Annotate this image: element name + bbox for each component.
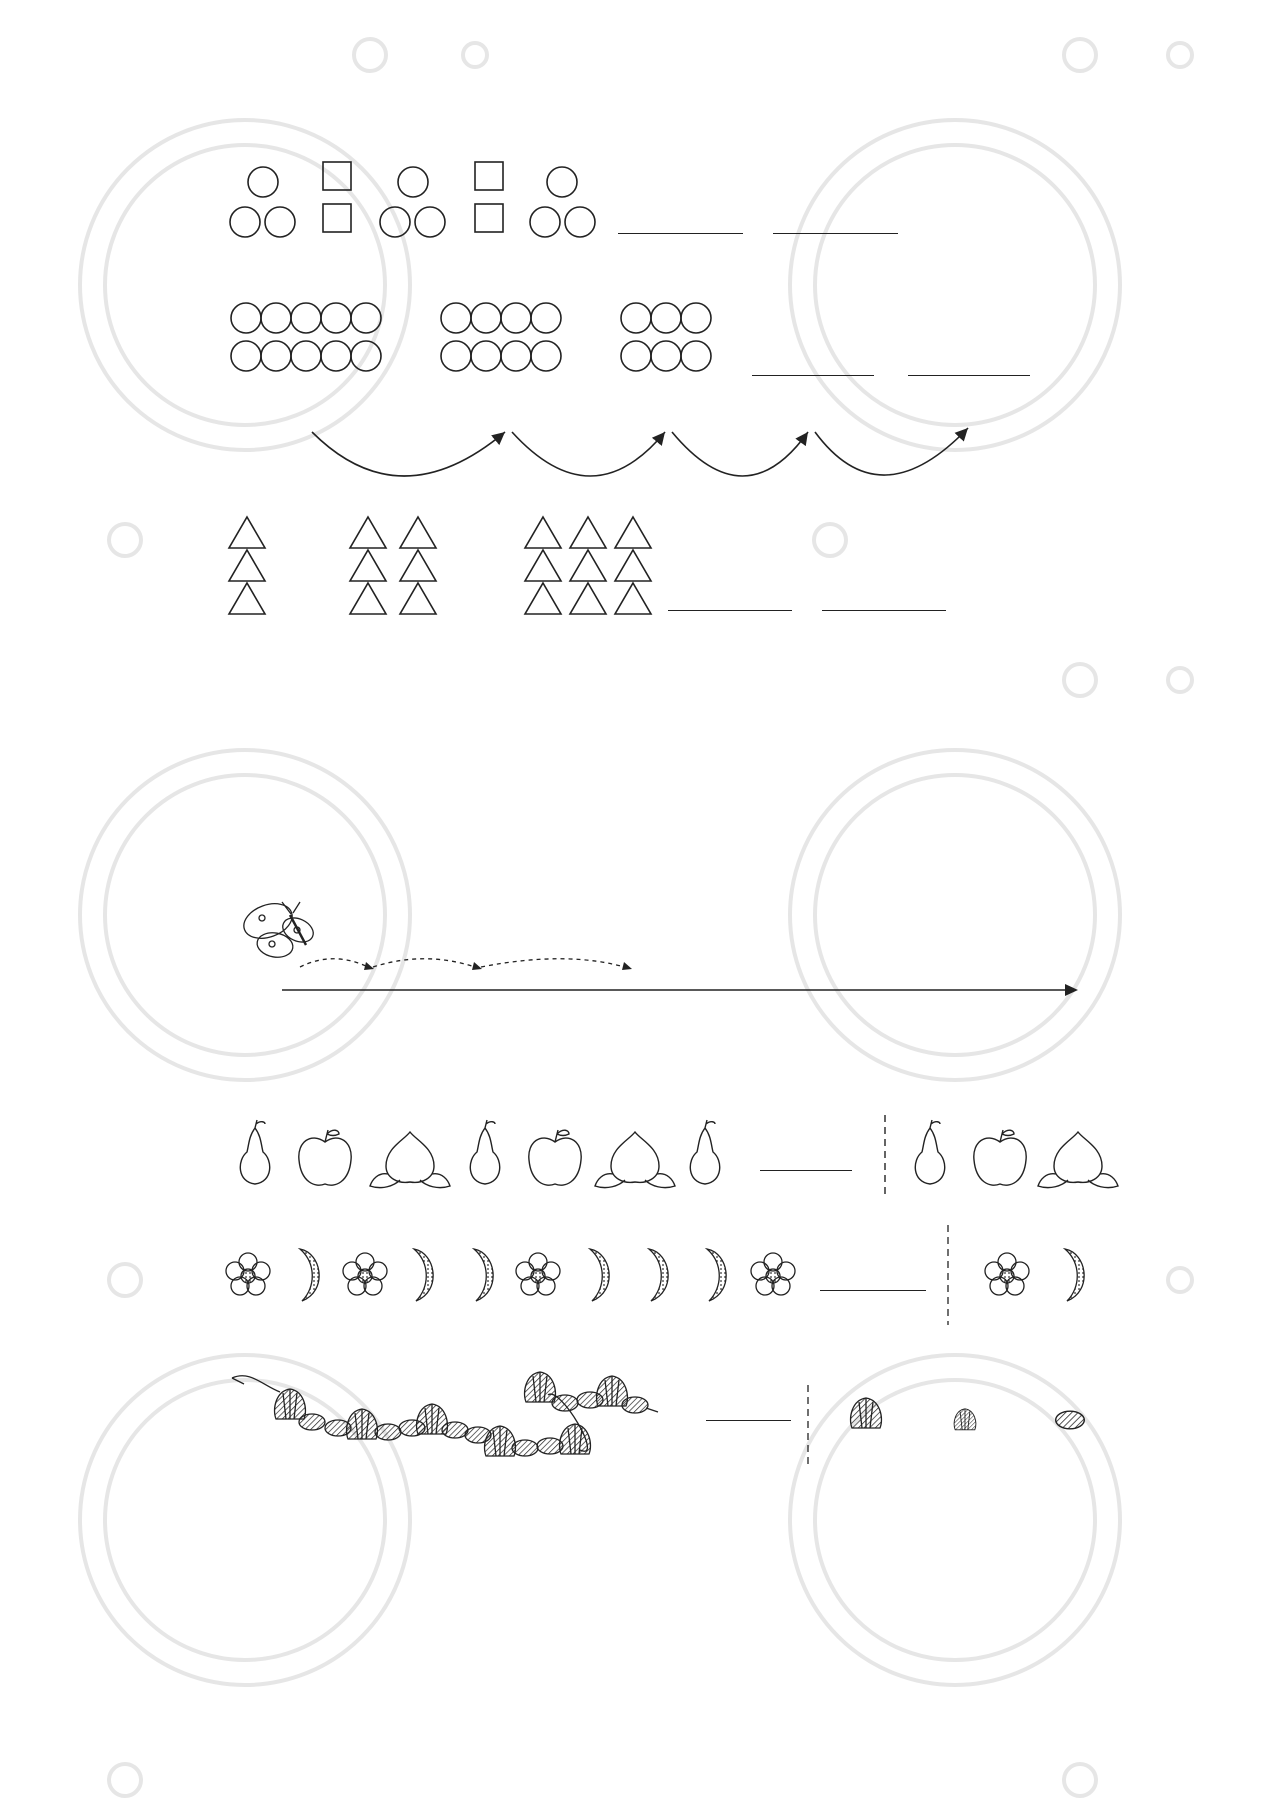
answer-blank[interactable] xyxy=(706,1420,791,1421)
